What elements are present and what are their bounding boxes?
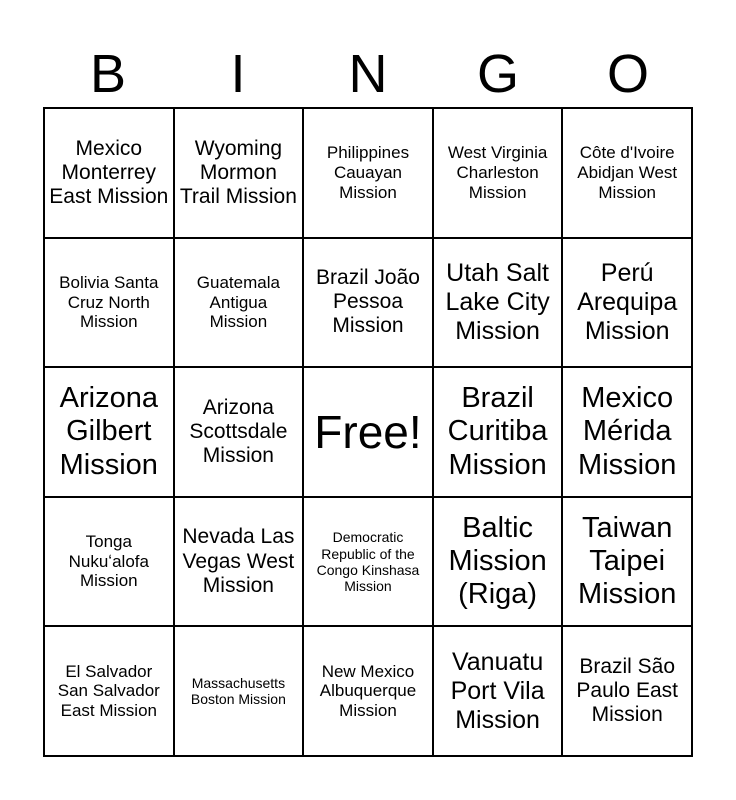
bingo-cell-r4c2[interactable]: Nevada Las Vegas West Mission xyxy=(174,497,304,627)
bingo-cell-r2c1[interactable]: Bolivia Santa Cruz North Mission xyxy=(44,238,174,368)
bingo-cell-r2c5[interactable]: Perú Arequipa Mission xyxy=(562,238,692,368)
bingo-cell-r5c5[interactable]: Brazil São Paulo East Mission xyxy=(562,626,692,756)
bingo-cell-r2c3[interactable]: Brazil João Pessoa Mission xyxy=(303,238,433,368)
bingo-card-grid xyxy=(43,107,693,757)
bingo-cell-r2c4[interactable]: Utah Salt Lake City Mission xyxy=(433,238,563,368)
bingo-cell-r5c1[interactable]: El Salvador San Salvador East Mission xyxy=(44,626,174,756)
bingo-cell-r3c4[interactable]: Brazil Curitiba Mission xyxy=(433,367,563,497)
bingo-header xyxy=(43,40,693,108)
bingo-cell-r1c2[interactable]: Wyoming Mormon Trail Mission xyxy=(174,108,304,238)
bingo-cell-r5c4[interactable]: Vanuatu Port Vila Mission xyxy=(433,626,563,756)
bingo-cell-r3c1[interactable]: Arizona Gilbert Mission xyxy=(44,367,174,497)
bingo-cell-r3c2[interactable]: Arizona Scottsdale Mission xyxy=(174,367,304,497)
bingo-cell-free[interactable]: Free! xyxy=(303,367,433,497)
bingo-cell-r4c4[interactable]: Baltic Mission (Riga) xyxy=(433,497,563,627)
bingo-cell-r2c2[interactable]: Guatemala Antigua Mission xyxy=(174,238,304,368)
header-letter-b: B xyxy=(89,44,127,104)
bingo-cell-r4c3[interactable]: Democratic Republic of the Congo Kinshasa Mission xyxy=(303,497,433,627)
bingo-cell-r1c5[interactable]: Côte d'Ivoire Abidjan West Mission xyxy=(562,108,692,238)
header-letter-i: I xyxy=(230,44,246,104)
header-letter-o: O xyxy=(606,44,649,104)
bingo-cell-r5c2[interactable]: Massachusetts Boston Mission xyxy=(174,626,304,756)
bingo-cell-r1c4[interactable]: West Virginia Charleston Mission xyxy=(433,108,563,238)
bingo-cell-r5c3[interactable]: New Mexico Albuquerque Mission xyxy=(303,626,433,756)
bingo-cell-r3c5[interactable]: Mexico Mérida Mission xyxy=(562,367,692,497)
bingo-cell-r1c3[interactable]: Philippines Cauayan Mission xyxy=(303,108,433,238)
bingo-cell-r1c1[interactable]: Mexico Monterrey East Mission xyxy=(44,108,174,238)
header-letter-g: G xyxy=(476,44,519,104)
bingo-cell-r4c1[interactable]: Tonga Nukuʻalofa Mission xyxy=(44,497,174,627)
header-letter-n: N xyxy=(348,44,388,104)
bingo-cell-r4c5[interactable]: Taiwan Taipei Mission xyxy=(562,497,692,627)
